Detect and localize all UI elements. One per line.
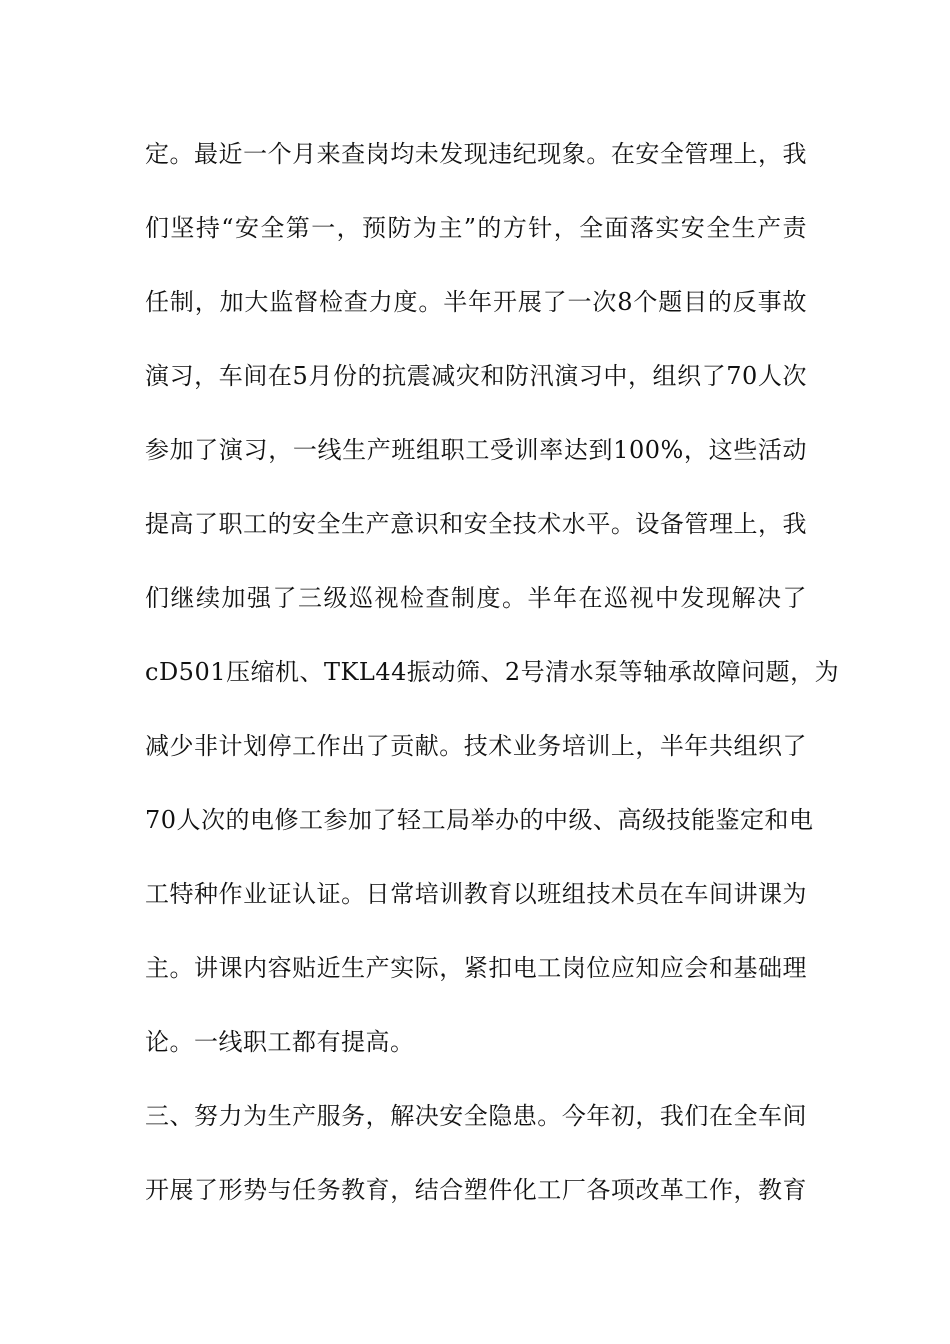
- text-line: 演习，车间在5月份的抗震减灾和防汛演习中，组织了70人次: [145, 362, 807, 390]
- text-line: 提高了职工的安全生产意识和安全技术水平。设备管理上，我: [145, 510, 807, 538]
- document-body: [145, 130, 840, 1240]
- text-line: 开展了形势与任务教育，结合塑件化工厂各项改革工作，教育: [145, 1176, 807, 1204]
- text-line: 减少非计划停工作出了贡献。技术业务培训上，半年共组织了: [145, 732, 807, 760]
- text-line: 们坚持“安全第一，预防为主”的方针，全面落实安全生产责: [145, 214, 807, 242]
- text-line: 主。讲课内容贴近生产实际，紧扣电工岗位应知应会和基础理: [145, 954, 807, 982]
- text-line: 工特种作业证认证。日常培训教育以班组技术员在车间讲课为: [145, 880, 807, 908]
- text-line: cD501压缩机、TKL44振动筛、2号清水泵等轴承故障问题，为: [145, 658, 840, 686]
- text-line: 任制，加大监督检查力度。半年开展了一次8个题目的反事故: [145, 288, 807, 316]
- text-line: 参加了演习，一线生产班组职工受训率达到100%，这些活动: [145, 436, 807, 464]
- text-line: 论。一线职工都有提高。: [145, 1028, 415, 1056]
- text-line: 三、努力为生产服务，解决安全隐患。今年初，我们在全车间: [145, 1102, 807, 1130]
- text-line: 定。最近一个月来查岗均未发现违纪现象。在安全管理上，我: [145, 140, 807, 168]
- text-line: 们继续加强了三级巡视检查制度。半年在巡视中发现解决了: [145, 584, 807, 612]
- text-line: 70人次的电修工参加了轻工局举办的中级、高级技能鉴定和电: [145, 806, 814, 834]
